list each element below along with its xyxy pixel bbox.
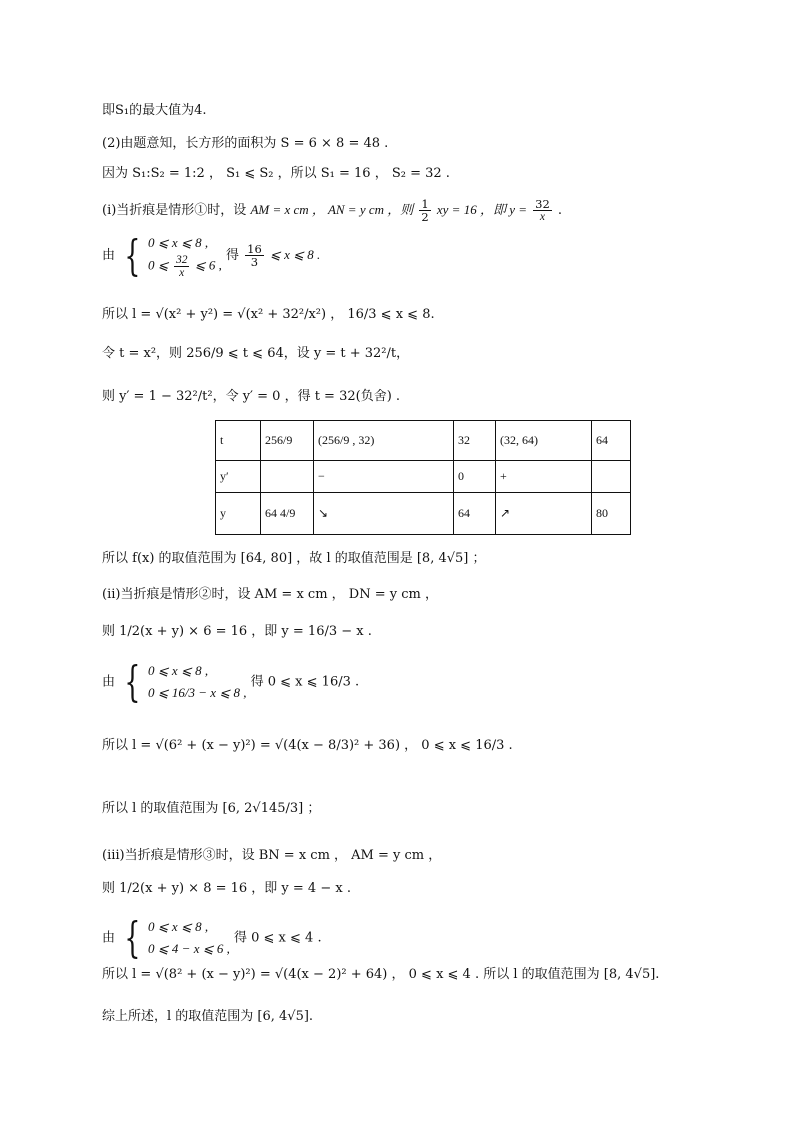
- text-line: 则 y′ = 1 − 32²/t²，令 y′ = 0 ，得 t = 32(负舍) .: [102, 389, 401, 404]
- table-cell: [592, 461, 631, 493]
- text-line: 令 t = x²，则 256/9 ⩽ t ⩽ 64，设 y = t + 32²/t，: [102, 346, 410, 361]
- table-cell: +: [496, 461, 592, 493]
- text-line: 则 1/2(x + y) × 6 = 16 ，即 y = 16/3 − x .: [102, 624, 372, 639]
- text-line: 所以 l = √(6² + (x − y)²) = √(4(x − 8/3)² + 36) ， 0 ⩽ x ⩽ 16/3 .: [102, 738, 513, 753]
- fraction: $\frac{32}{x}$: [535, 197, 550, 223]
- table-row: [216, 461, 631, 493]
- table-cell: 64: [454, 493, 496, 535]
- text-line: (ⅰ)当折痕是情形①时，设 AM = x cm ， AN = y cm ，则 $\frac{1}{2}$ xy = 16 ，即 y = $\frac{32}{x}$ .: [102, 197, 563, 224]
- equation-system: 0 ⩽ x ⩽ 8 , 0 ⩽ $\frac{32}{x}$ ⩽ 6 ,: [148, 235, 222, 279]
- equation-system: 0 ⩽ x ⩽ 8 , 0 ⩽ 4 − x ⩽ 6 ,: [148, 919, 230, 956]
- table-cell: 32: [454, 421, 496, 461]
- table-cell: 80: [592, 493, 631, 535]
- text-line: (2)由题意知，长方形的面积为 S = 6 × 8 = 48 .: [102, 136, 389, 151]
- table-cell: (256/9 , 32): [314, 421, 454, 461]
- table-cell: 256/9: [261, 421, 314, 461]
- text-line: 所以 f(x) 的取值范围为 [64, 80] ，故 l 的取值范围是 [8, 4√5] ；: [102, 551, 486, 566]
- table-cell: 0: [454, 461, 496, 493]
- table-cell: 64: [592, 421, 631, 461]
- fraction: $\frac{1}{2}$: [421, 197, 429, 224]
- text-line: 所以 l = √(x² + y²) = √(x² + 32²/x²) ， 16/3 ⩽ x ⩽ 8.: [102, 307, 435, 322]
- text-line: 所以 l 的取值范围为 [6, 2√145/3] ；: [102, 801, 321, 816]
- text-line: 所以 l = √(8² + (x − y)²) = √(4(x − 2)² + 64) ， 0 ⩽ x ⩽ 4 . 所以 l 的取值范围为 [8, 4√5].: [102, 967, 660, 982]
- text-line: 由 { 0 ⩽ x ⩽ 8 , 0 ⩽ 16/3 − x ⩽ 8 , 得 0 ⩽ x ⩽ 16/3 .: [102, 657, 360, 706]
- table-cell: −: [314, 461, 454, 493]
- table-row: [216, 421, 631, 461]
- text-line: 即S₁的最大值为4.: [102, 103, 207, 118]
- text-line: (ⅱ)当折痕是情形②时，设 AM = x cm ， DN = y cm ，: [102, 587, 438, 602]
- text-line: 因为 S₁:S₂ = 1:2 ， S₁ ⩽ S₂ ，所以 S₁ = 16 ， S₂ = 32 .: [102, 166, 450, 181]
- table-cell: y′: [216, 461, 261, 493]
- text-line: 由 { 0 ⩽ x ⩽ 8 , 0 ⩽ 4 − x ⩽ 6 , 得 0 ⩽ x ⩽ 4 .: [102, 913, 322, 962]
- text-line: (ⅲ)当折痕是情形③时，设 BN = x cm ， AM = y cm ，: [102, 848, 442, 863]
- table-cell: t: [216, 421, 261, 461]
- text-line: 综上所述，l 的取值范围为 [6, 4√5].: [102, 1009, 314, 1024]
- monotonicity-table: [215, 420, 631, 535]
- table-cell: ↘: [314, 493, 454, 535]
- equation-system: 0 ⩽ x ⩽ 8 , 0 ⩽ 16/3 − x ⩽ 8 ,: [148, 663, 247, 700]
- table-cell: 64 4/9: [261, 493, 314, 535]
- table-row: [216, 493, 631, 535]
- table-cell: [261, 461, 314, 493]
- table-cell: (32, 64): [496, 421, 592, 461]
- table-cell: ↗: [496, 493, 592, 535]
- table-cell: y: [216, 493, 261, 535]
- text-line: 则 1/2(x + y) × 8 = 16 ，即 y = 4 − x .: [102, 881, 351, 896]
- text-line: 由 { 0 ⩽ x ⩽ 8 , 0 ⩽ $\frac{32}{x}$ ⩽ 6 , 得 $\frac{16}{3}$ ⩽ x ⩽ 8 .: [102, 230, 321, 280]
